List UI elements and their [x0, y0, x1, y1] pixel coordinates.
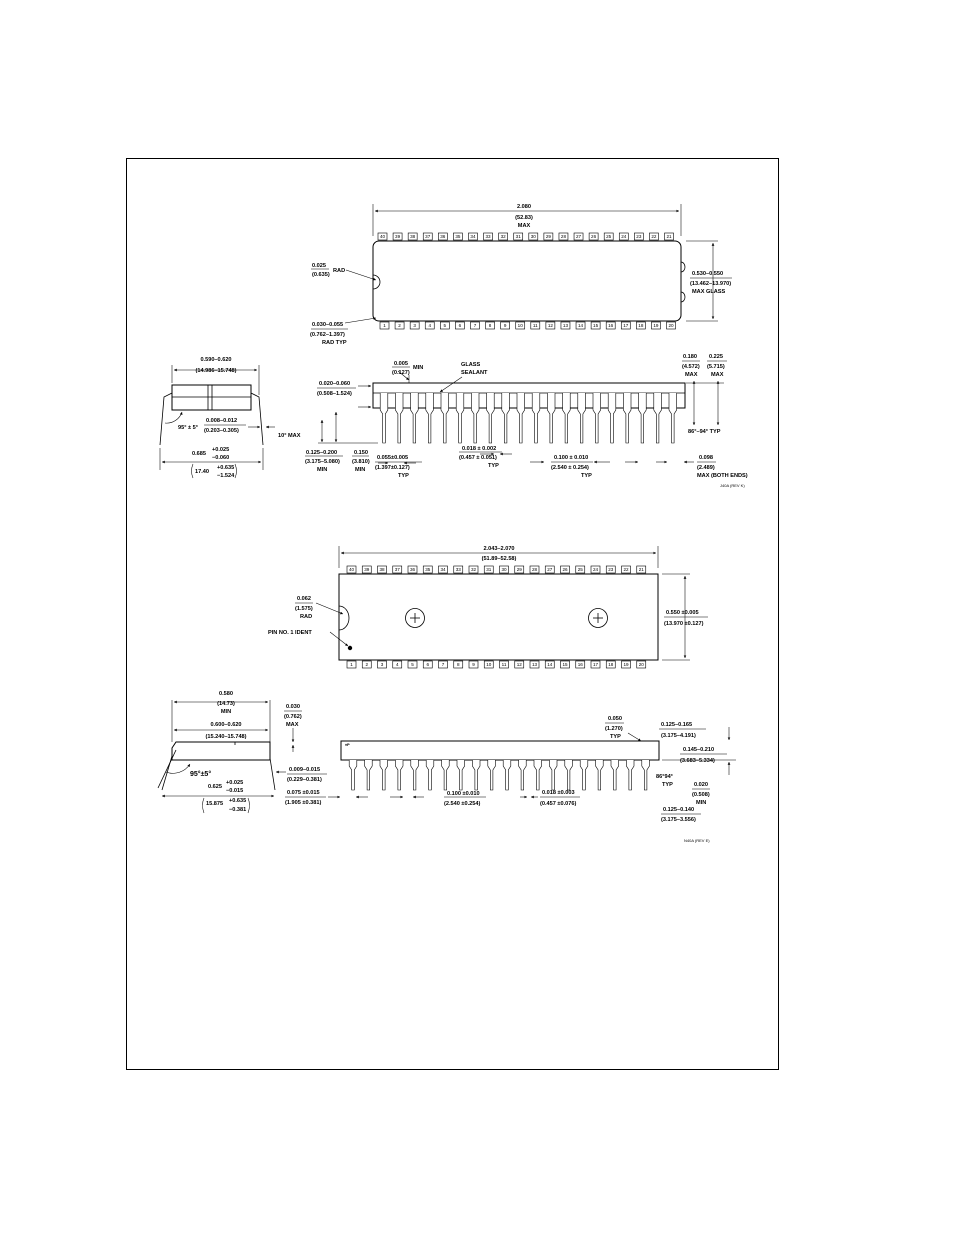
pin-number: 21	[638, 567, 644, 572]
pin-number: 40	[348, 567, 355, 572]
pin-number: 16	[577, 662, 583, 667]
lead	[395, 760, 403, 790]
pin-number: 36	[409, 567, 416, 572]
pin-number: 36	[440, 234, 446, 239]
j40a-side-glass-2: SEALANT	[461, 370, 488, 376]
j40a-side-view	[305, 354, 748, 488]
n40a-side-h210-1: 0.145–0.210	[683, 747, 715, 753]
lead	[426, 760, 434, 790]
pin-number: 3	[380, 662, 384, 667]
lead	[534, 760, 542, 790]
pin-number: 1	[350, 662, 353, 667]
pin-number: 10	[486, 662, 492, 667]
n40a-pin1-dot	[348, 646, 352, 650]
n40a-end-angle: 95°±5°	[190, 771, 212, 778]
pin-number: 2	[365, 662, 369, 667]
lead	[654, 393, 662, 443]
pin-number: 14	[547, 662, 553, 667]
pin-number: 30	[501, 567, 507, 572]
lead	[472, 760, 480, 790]
n40a-side-leadlen-2: (3.175–3.556)	[661, 817, 696, 823]
n40a-side-h165-2: (3.175–4.191)	[661, 733, 696, 739]
pin-number: 27	[547, 567, 553, 572]
lead	[519, 760, 527, 790]
j40a-length-2: (52.83)	[515, 215, 533, 221]
lead	[503, 760, 511, 790]
n40a-end-min580-3: MIN	[220, 709, 232, 715]
pin-number: 39	[395, 234, 401, 239]
j40a-pin-row-bottom	[380, 322, 676, 329]
pin-number: 13	[531, 662, 538, 667]
pin-number: 5	[443, 323, 447, 328]
j40a-side-lead-len-3: MIN	[317, 467, 328, 473]
j40a-notch-rad-1: 0.025	[312, 263, 326, 269]
lead	[642, 760, 650, 790]
n40a-side-leads	[349, 760, 649, 790]
n40a-side-min020-2: (0.508)	[692, 792, 710, 798]
j40a-side-shoulder-1: 0.055±0.005	[377, 455, 409, 461]
n40a-side-angle-2: TYP	[662, 782, 673, 788]
j40a-side-end098-3: MAX (BOTH ENDS)	[697, 473, 748, 479]
n40a-width-2: (13.970 ±0.127)	[664, 621, 704, 627]
j40a-end-lead-left	[160, 393, 172, 445]
pin-number: 8	[488, 323, 492, 328]
j40a-side-leadw-3: TYP	[488, 463, 499, 469]
j40a-side-h180-1: 0.180	[683, 354, 697, 360]
n40a-notch-rad-1: 0.062	[297, 596, 311, 602]
pin-number: 31	[515, 234, 521, 239]
pin-number: 35	[455, 234, 461, 239]
pin-number: 33	[455, 567, 461, 572]
pin-number: 20	[668, 323, 674, 328]
j40a-corner-rad-3: RAD TYP	[322, 340, 347, 346]
lead	[608, 393, 616, 443]
lead	[578, 393, 586, 443]
lead	[565, 760, 573, 790]
j40a-side-shoulder-3: TYP	[398, 473, 409, 479]
pin-number: 32	[470, 567, 477, 572]
j40a-end-span-b-tol1: +0.635	[217, 465, 235, 471]
pin-number: 17	[592, 662, 599, 667]
n40a-end-span-a: 0.625	[208, 784, 222, 790]
n40a-end-view	[158, 691, 368, 813]
pin-number: 40	[379, 234, 386, 239]
j40a-side-end098-2: (2.489)	[697, 465, 715, 471]
n40a-end-lead-right	[270, 758, 275, 790]
lead	[380, 760, 388, 790]
pin-number: 15	[562, 662, 568, 667]
pin-number: 37	[425, 234, 431, 239]
n40a-notch-rad-3: RAD	[300, 614, 313, 620]
j40a-end-spacing-2: (14.986–15.748)	[195, 368, 237, 374]
lead	[611, 760, 619, 790]
pin-number: 38	[410, 234, 416, 239]
j40a-end-body	[172, 385, 251, 410]
pin-number: 32	[500, 234, 506, 239]
n40a-side-p050-2: (1.270)	[605, 726, 623, 732]
j40a-side-h225-2: (5.715)	[707, 364, 725, 370]
j40a-corner-rad-2: (0.762–1.397)	[310, 332, 345, 338]
lead	[426, 393, 434, 443]
lead	[549, 760, 557, 790]
pin-number: 28	[560, 234, 567, 239]
pin-number: 17	[623, 323, 629, 328]
j40a-notch-rad-2: (0.635)	[312, 272, 330, 278]
j40a-side-min005-2: (0.127)	[392, 370, 410, 376]
j40a-corner-rad-1: 0.030–0.055	[312, 322, 344, 328]
n40a-end-thick-1: 0.009–0.015	[289, 767, 321, 773]
n40a-side-pitch-1: 0.100 ±0.010	[447, 791, 480, 797]
j40a-notch-rad-label: RAD	[333, 268, 346, 274]
j40a-side-h180-2: (4.572)	[682, 364, 700, 370]
pin-number: 23	[636, 234, 642, 239]
j40a-side-body	[373, 383, 685, 408]
pin-number: 4	[395, 662, 399, 667]
pin-number: 9	[503, 323, 507, 328]
n40a-top-body	[339, 574, 658, 660]
n40a-end-spacing-2: (15.240–15.748)	[205, 734, 247, 740]
n40a-side-pitch-2: (2.540 ±0.254)	[444, 801, 481, 807]
pin-number: 19	[653, 323, 659, 328]
lead	[639, 393, 647, 443]
pin-number: 22	[651, 234, 657, 239]
j40a-rev: J40A (REV K)	[720, 483, 745, 488]
j40a-width-1: 0.530–0.550	[692, 271, 724, 277]
lead	[669, 393, 677, 443]
n40a-pin-row-top	[347, 566, 646, 573]
pin-number: 38	[379, 567, 385, 572]
n40a-end-lead-left-outer	[158, 750, 176, 788]
n40a-end-min580-2: (14.73)	[217, 701, 235, 707]
pin-number: 37	[394, 567, 400, 572]
j40a-width-3: MAX GLASS	[692, 289, 726, 295]
j40a-width-2: (13.462–13.970)	[690, 281, 732, 287]
j40a-side-h180-3: MAX	[685, 372, 698, 378]
pin-number: 22	[623, 567, 629, 572]
j40a-end-angle: 95° ± 5°	[178, 425, 198, 431]
pin-number: 13	[562, 323, 569, 328]
n40a-end-thick-2: (0.229–0.381)	[287, 777, 322, 783]
n40a-length-1: 2.043–2.070	[483, 546, 515, 552]
n40a-notch-rad-2: (1.575)	[295, 606, 313, 612]
j40a-side-lead150-2: (3.810)	[352, 459, 370, 465]
j40a-length-1: 2.080	[517, 204, 531, 210]
j40a-end-span-b: 17.40	[195, 469, 209, 475]
n40a-end-span-b-tol2: −0.381	[229, 807, 247, 813]
j40a-side-seat-1: 0.020–0.060	[319, 381, 351, 387]
n40a-side-angle-1: 86°94°	[656, 774, 673, 780]
n40a-side-leadw-1: 0.018 ±0.003	[542, 790, 575, 796]
pin-number: 18	[608, 662, 614, 667]
n40a-side-mark: ♦P	[345, 742, 350, 747]
pin-number: 18	[638, 323, 644, 328]
pin-number: 25	[606, 234, 612, 239]
pin-number: 20	[638, 662, 644, 667]
pin-number: 34	[440, 567, 446, 572]
j40a-side-lead-len-1: 0.125–0.200	[306, 450, 338, 456]
lead	[441, 393, 449, 443]
j40a-end-span-a-tol1: +0.025	[212, 447, 230, 453]
lead	[547, 393, 555, 443]
pin-number: 26	[562, 567, 568, 572]
n40a-pin1-label: PIN NO. 1 IDENT	[268, 630, 312, 636]
n40a-side-view	[341, 716, 736, 843]
pin-number: 7	[473, 323, 477, 328]
lead	[623, 393, 631, 443]
j40a-end-max-angle: 10° MAX	[278, 433, 301, 439]
pin-number: 34	[470, 234, 476, 239]
lead	[411, 760, 419, 790]
lead	[456, 393, 464, 443]
pin-number: 4	[428, 323, 432, 328]
pin-number: 23	[608, 567, 614, 572]
pin-number: 11	[501, 662, 507, 667]
j40a-top-body	[373, 241, 681, 321]
pin-number: 16	[608, 323, 614, 328]
j40a-side-h225-1: 0.225	[709, 354, 723, 360]
j40a-side-end098-1: 0.098	[699, 455, 713, 461]
pin-number: 39	[364, 567, 370, 572]
pin-number: 6	[458, 323, 462, 328]
pin-number: 2	[398, 323, 401, 328]
pin-number: 28	[531, 567, 538, 572]
pin-number: 35	[425, 567, 431, 572]
j40a-side-glass-1: GLASS	[461, 362, 481, 368]
j40a-length-3: MAX	[517, 223, 531, 229]
n40a-end-spacing-1: 0.600–0.620	[210, 722, 242, 728]
n40a-side-leadlen-1: 0.125–0.140	[663, 807, 695, 813]
n40a-end-max030-1: 0.030	[286, 704, 300, 710]
pin-number: 14	[577, 323, 584, 328]
lead	[411, 393, 419, 443]
lead	[442, 760, 450, 790]
lead	[532, 393, 540, 443]
pin-number: 30	[530, 234, 536, 239]
lead	[487, 393, 495, 443]
j40a-side-leadw-1: 0.018 ± 0.002	[462, 446, 497, 452]
pin-number: 33	[485, 234, 491, 239]
lead	[502, 393, 510, 443]
n40a-end-span-b-tol1: +0.635	[229, 798, 247, 804]
pin-number: 27	[575, 234, 582, 239]
pin-number: 29	[545, 234, 551, 239]
pin-number: 12	[516, 662, 522, 667]
pin-number: 8	[456, 662, 460, 667]
lead	[580, 760, 588, 790]
lead	[395, 393, 403, 443]
j40a-side-pitch-3: TYP	[581, 473, 592, 479]
n40a-end-shoulder-2: (1.905 ±0.381)	[285, 800, 322, 806]
j40a-side-lead-len-2: (3.175–5.080)	[305, 459, 340, 465]
n40a-side-body	[341, 741, 659, 760]
j40a-side-lead150-1: 0.150	[354, 450, 368, 456]
pin-number: 3	[413, 323, 416, 328]
j40a-end-lead-right	[251, 393, 263, 445]
pin-number: 6	[426, 662, 430, 667]
pin-number: 21	[666, 234, 672, 239]
lead	[488, 760, 496, 790]
lead	[563, 393, 571, 443]
pin-number: 10	[517, 323, 523, 328]
j40a-right-bump-bottom	[681, 292, 685, 302]
j40a-side-h225-3: MAX	[711, 372, 724, 378]
n40a-end-span-a-tol1: +0.025	[226, 780, 244, 786]
n40a-top-view	[268, 546, 708, 668]
j40a-side-shoulder-2: (1.397±0.127)	[375, 465, 410, 471]
j40a-end-span-a: 0.685	[192, 451, 206, 457]
j40a-pin-row-top	[378, 233, 674, 240]
lead	[380, 393, 388, 443]
pin-number: 11	[532, 323, 538, 328]
j40a-end-span-a-tol2: −0.060	[212, 455, 230, 461]
j40a-end-thick-2: (0.203–0.305)	[204, 428, 239, 434]
j40a-end-spacing-1: 0.590–0.620	[200, 357, 232, 363]
j40a-end-thick-1: 0.008–0.012	[206, 418, 238, 424]
n40a-side-p050-1: 0.050	[608, 716, 622, 722]
n40a-side-h165-1: 0.125–0.165	[661, 722, 693, 728]
j40a-top-view	[310, 204, 732, 346]
j40a-end-view	[160, 357, 301, 479]
pin-number: 15	[593, 323, 599, 328]
lead	[365, 760, 373, 790]
pin-number: 19	[623, 662, 629, 667]
lead	[593, 393, 601, 443]
pin-number: 24	[592, 567, 599, 572]
j40a-side-pitch-1: 0.100 ± 0.010	[554, 455, 589, 461]
pin-number: 1	[383, 323, 386, 328]
n40a-side-p050-3: TYP	[610, 734, 621, 740]
n40a-rev: N40A (REV E)	[684, 838, 710, 843]
lead	[471, 393, 479, 443]
n40a-end-max030-2: (0.762)	[284, 714, 302, 720]
n40a-end-shoulder-1: 0.075 ±0.015	[287, 790, 320, 796]
lead	[626, 760, 634, 790]
pin-number: 29	[516, 567, 522, 572]
n40a-side-min020-1: 0.020	[694, 782, 708, 788]
j40a-side-min-label: MIN	[413, 365, 424, 371]
pin-number: 26	[591, 234, 597, 239]
n40a-end-body	[172, 742, 270, 760]
j40a-side-min005-1: 0.005	[394, 361, 408, 367]
n40a-width-1: 0.550 ±0.005	[666, 610, 699, 616]
n40a-end-max030-3: MAX	[286, 722, 299, 728]
pin-number: 31	[486, 567, 492, 572]
j40a-side-pitch-2: (2.540 ± 0.254)	[551, 465, 589, 471]
n40a-side-min020-3: MIN	[696, 800, 707, 806]
lead	[457, 760, 465, 790]
j40a-side-angle: 86°–94° TYP	[688, 429, 721, 435]
pin-number: 7	[441, 662, 445, 667]
pin-number: 9	[472, 662, 475, 667]
j40a-side-seat-2: (0.508–1.524)	[317, 391, 352, 397]
n40a-length-2: (51.89–52.58)	[481, 556, 517, 562]
j40a-right-bump-top	[681, 262, 685, 272]
n40a-pin-row-bottom	[347, 661, 646, 668]
j40a-end-span-b-tol2: −1.524	[217, 473, 235, 479]
j40a-side-leadw-2: (0.457 ± 0.051)	[459, 455, 497, 461]
pin-number: 24	[621, 234, 627, 239]
pin-number: 12	[547, 323, 553, 328]
n40a-side-h210-2: (3.683–5.334)	[680, 758, 715, 764]
j40a-side-lead150-3: MIN	[355, 467, 366, 473]
n40a-end-span-a-tol2: −0.015	[226, 788, 244, 794]
pin-number: 5	[411, 662, 414, 667]
lead	[596, 760, 604, 790]
lead	[517, 393, 525, 443]
lead	[349, 760, 357, 790]
pin-number: 25	[577, 567, 583, 572]
n40a-end-span-b: 15.875	[206, 801, 224, 807]
n40a-end-min580-1: 0.580	[219, 691, 233, 697]
n40a-side-leadw-2: (0.457 ±0.076)	[540, 801, 577, 807]
